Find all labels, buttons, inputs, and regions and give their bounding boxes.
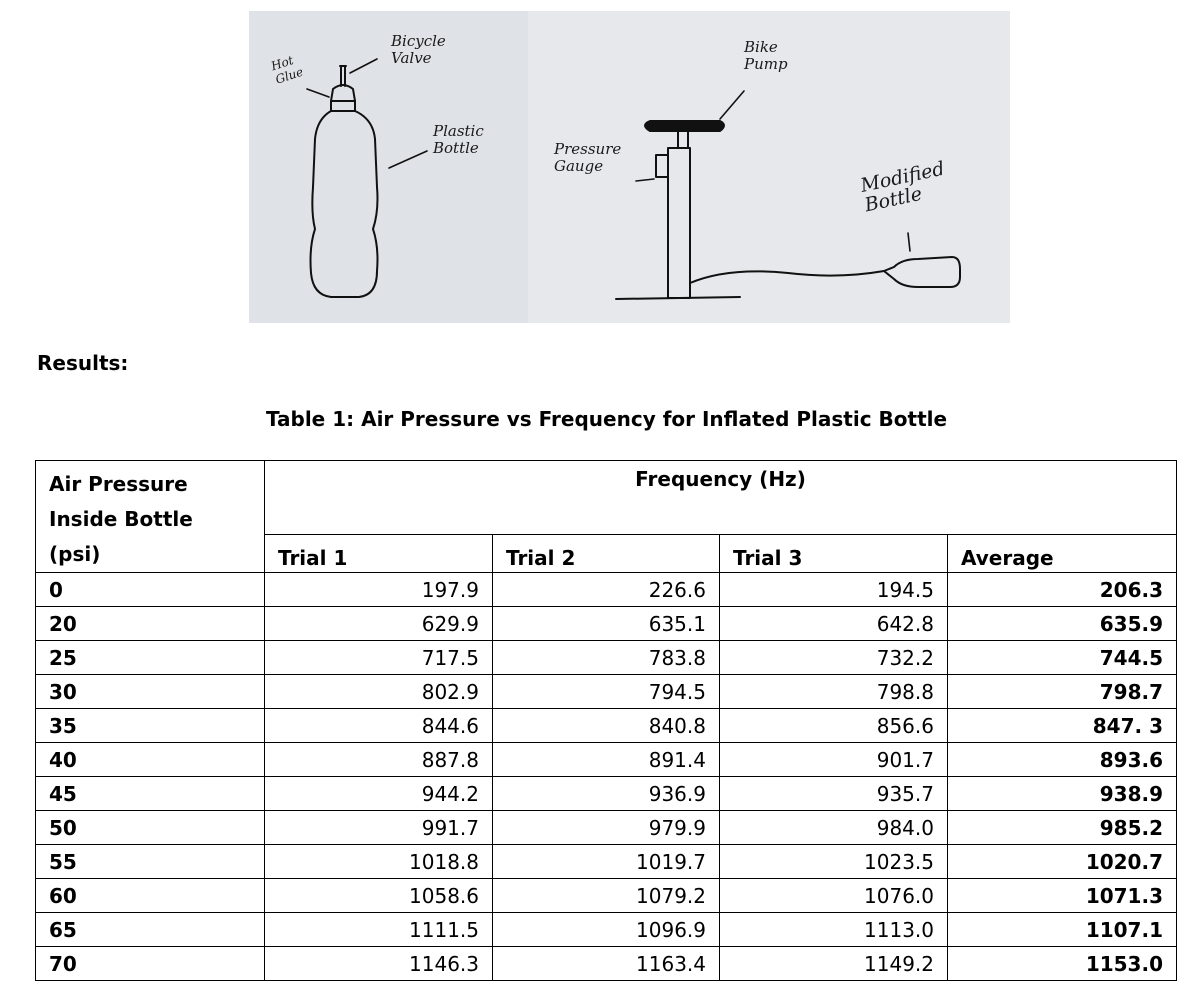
- cell-trial-1: 944.2: [265, 777, 493, 811]
- table-row: [36, 641, 1177, 675]
- results-heading: Results:: [37, 351, 129, 375]
- cell-pressure: 20: [36, 607, 265, 641]
- header-trial-3: Trial 3: [720, 535, 948, 573]
- header-trial-2: Trial 2: [493, 535, 720, 573]
- cell-pressure: 60: [36, 879, 265, 913]
- cell-pressure: 45: [36, 777, 265, 811]
- cell-trial-2: 783.8: [493, 641, 720, 675]
- cell-trial-3: 1113.0: [720, 913, 948, 947]
- cell-trial-2: 226.6: [493, 573, 720, 607]
- cell-trial-2: 1096.9: [493, 913, 720, 947]
- table-row: [36, 811, 1177, 845]
- cell-pressure: 50: [36, 811, 265, 845]
- label-modified-bottle: Modified Bottle: [858, 157, 947, 217]
- cell-trial-1: 887.8: [265, 743, 493, 777]
- cell-trial-3: 984.0: [720, 811, 948, 845]
- cell-average: 635.9: [948, 607, 1177, 641]
- cell-average: 206.3: [948, 573, 1177, 607]
- table-body: [36, 573, 1177, 981]
- cell-average: 1071.3: [948, 879, 1177, 913]
- cell-trial-2: 1163.4: [493, 947, 720, 981]
- pressure-frequency-table: [35, 460, 1177, 981]
- table-row: [36, 947, 1177, 981]
- cell-trial-1: 1018.8: [265, 845, 493, 879]
- cell-pressure: 30: [36, 675, 265, 709]
- cell-trial-3: 901.7: [720, 743, 948, 777]
- cell-pressure: 35: [36, 709, 265, 743]
- label-bike-pump: Bike Pump: [744, 38, 788, 73]
- label-plastic-bottle: Plastic Bottle: [433, 122, 484, 157]
- pump-sketch-photo: [528, 11, 1010, 323]
- cell-trial-2: 840.8: [493, 709, 720, 743]
- cell-trial-1: 844.6: [265, 709, 493, 743]
- cell-trial-3: 935.7: [720, 777, 948, 811]
- cell-pressure: 25: [36, 641, 265, 675]
- cell-average: 847. 3: [948, 709, 1177, 743]
- table-row: [36, 845, 1177, 879]
- cell-trial-1: 1111.5: [265, 913, 493, 947]
- cell-pressure: 70: [36, 947, 265, 981]
- cell-pressure: 40: [36, 743, 265, 777]
- table-row: [36, 675, 1177, 709]
- cell-average: 798.7: [948, 675, 1177, 709]
- header-average: Average: [948, 535, 1177, 573]
- table-row: [36, 573, 1177, 607]
- header-air-pressure: Air Pressure Inside Bottle (psi): [36, 461, 265, 573]
- cell-trial-3: 194.5: [720, 573, 948, 607]
- cell-pressure: 0: [36, 573, 265, 607]
- cell-trial-2: 635.1: [493, 607, 720, 641]
- table-row: [36, 913, 1177, 947]
- cell-pressure: 65: [36, 913, 265, 947]
- cell-trial-1: 991.7: [265, 811, 493, 845]
- cell-average: 1020.7: [948, 845, 1177, 879]
- cell-trial-2: 936.9: [493, 777, 720, 811]
- table-header-row: [36, 461, 1177, 535]
- cell-trial-2: 794.5: [493, 675, 720, 709]
- cell-trial-3: 1023.5: [720, 845, 948, 879]
- cell-trial-1: 802.9: [265, 675, 493, 709]
- table-row: [36, 709, 1177, 743]
- cell-trial-1: 629.9: [265, 607, 493, 641]
- table-row: [36, 607, 1177, 641]
- cell-trial-3: 798.8: [720, 675, 948, 709]
- cell-trial-3: 1076.0: [720, 879, 948, 913]
- header-trial-1: Trial 1: [265, 535, 493, 573]
- table-row: [36, 743, 1177, 777]
- table-row: [36, 777, 1177, 811]
- label-pressure-gauge: Pressure Gauge: [554, 140, 622, 175]
- label-hot-glue: Hot Glue: [269, 53, 305, 87]
- cell-trial-1: 717.5: [265, 641, 493, 675]
- bottle-sketch-photo: [249, 11, 528, 323]
- cell-trial-1: 197.9: [265, 573, 493, 607]
- table-caption: Table 1: Air Pressure vs Frequency for Inflated Plastic Bottle: [265, 407, 948, 431]
- cell-trial-2: 979.9: [493, 811, 720, 845]
- cell-trial-1: 1058.6: [265, 879, 493, 913]
- cell-average: 744.5: [948, 641, 1177, 675]
- cell-trial-3: 1149.2: [720, 947, 948, 981]
- cell-trial-2: 1019.7: [493, 845, 720, 879]
- cell-average: 938.9: [948, 777, 1177, 811]
- cell-trial-2: 891.4: [493, 743, 720, 777]
- cell-average: 1107.1: [948, 913, 1177, 947]
- header-frequency: Frequency (Hz): [265, 461, 1177, 535]
- cell-trial-2: 1079.2: [493, 879, 720, 913]
- cell-trial-3: 732.2: [720, 641, 948, 675]
- cell-pressure: 55: [36, 845, 265, 879]
- cell-trial-1: 1146.3: [265, 947, 493, 981]
- cell-average: 1153.0: [948, 947, 1177, 981]
- cell-trial-3: 642.8: [720, 607, 948, 641]
- label-bicycle-valve: Bicycle Valve: [391, 32, 446, 67]
- table-row: [36, 879, 1177, 913]
- cell-average: 985.2: [948, 811, 1177, 845]
- cell-trial-3: 856.6: [720, 709, 948, 743]
- cell-average: 893.6: [948, 743, 1177, 777]
